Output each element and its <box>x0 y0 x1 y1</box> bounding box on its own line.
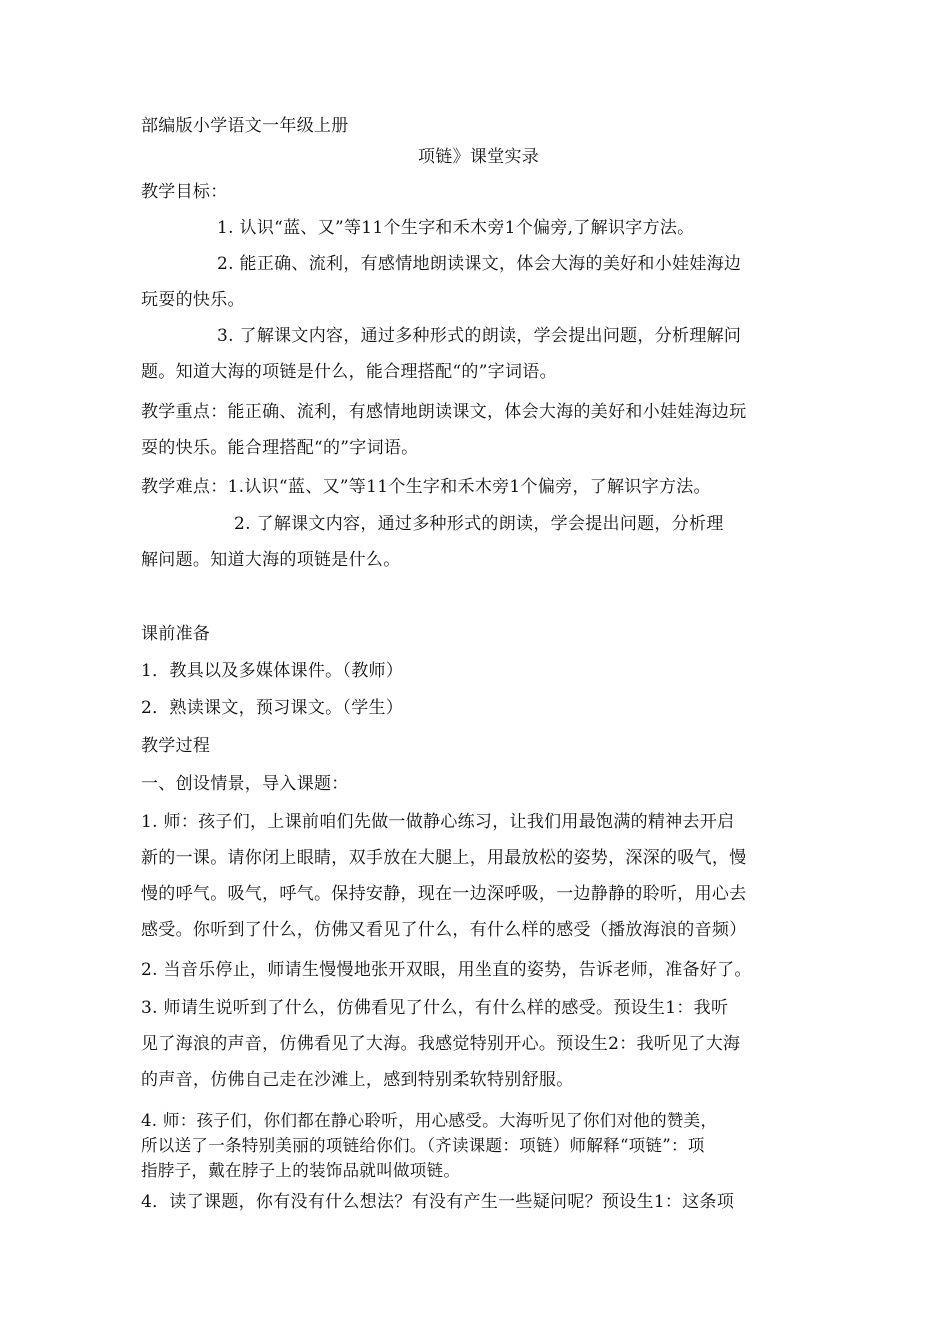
prep-item-1: 1．教具以及多媒体课件。（教师） <box>141 661 404 681</box>
goal-1: 1. 认识“蓝、又”等11个生字和禾木旁1个偏旁,了解识字方法。 <box>217 218 695 238</box>
para-4-line-3: 指脖子，戴在脖子上的装饰品就叫做项链。 <box>141 1161 461 1180</box>
para-3-line-1: 3. 师请生说听到了什么，仿佛看见了什么，有什么样的感受。预设生1：我听 <box>141 998 729 1018</box>
para-5: 4．读了课题，你有没有什么想法？有没有产生一些疑问呢？预设生1：这条项 <box>141 1192 735 1212</box>
process-label: 教学过程 <box>141 736 211 756</box>
para-4-line-1: 4. 师：孩子们，你们都在静心聆听，用心感受。大海听见了你们对他的赞美， <box>141 1111 718 1130</box>
para-1-line-1: 1. 师：孩子们，上课前咱们先做一做静心练习，让我们用最饱满的精神去开启 <box>141 812 735 832</box>
goal-3-line-2: 题。知道大海的项链是什么，能合理搭配“的”字词语。 <box>141 362 557 382</box>
para-2: 2. 当音乐停止，师请生慢慢地张开双眼，用坐直的姿势，告诉老师，准备好了。 <box>141 960 752 980</box>
key-points-line-1: 教学重点：能正确、流利，有感情地朗读课文，体会大海的美好和小娃娃海边玩 <box>141 402 747 422</box>
prep-item-2: 2．熟读课文，预习课文。（学生） <box>141 698 404 718</box>
doc-title: 项链》课堂实录 <box>418 147 540 167</box>
doc-header: 部编版小学语文一年级上册 <box>141 116 349 136</box>
para-1-line-3: 慢的呼气。吸气，呼气。保持安静，现在一边深呼吸，一边静静的聆听，用心去 <box>141 884 747 904</box>
para-3-line-3: 的声音，仿佛自己走在沙滩上，感到特别柔软特别舒服。 <box>141 1070 574 1090</box>
difficulties-line-1: 教学难点：1.认识“蓝、又”等11个生字和禾木旁1个偏旁，了解识字方法。 <box>141 477 711 497</box>
para-1-line-2: 新的一课。请你闭上眼睛，双手放在大腿上，用最放松的姿势，深深的吸气，慢 <box>141 848 747 868</box>
key-points-line-2: 耍的快乐。能合理搭配“的”字词语。 <box>141 438 419 458</box>
para-1-line-4: 感受。你听到了什么，仿佛又看见了什么，有什么样的感受（播放海浪的音频） <box>141 920 747 940</box>
goal-3-line-1: 3. 了解课文内容，通过多种形式的朗读，学会提出问题，分析理解问 <box>217 326 742 346</box>
difficulties-line-3: 解问题。知道大海的项链是什么。 <box>141 550 401 570</box>
section-1-heading: 一、创设情景，导入课题： <box>141 774 349 794</box>
goal-2-line-2: 玩耍的快乐。 <box>141 290 245 310</box>
goals-label: 教学目标： <box>141 182 228 202</box>
goal-2-line-1: 2. 能正确、流利，有感情地朗读课文，体会大海的美好和小娃娃海边 <box>217 254 742 274</box>
prep-label: 课前准备 <box>141 624 211 644</box>
difficulties-line-2: 2. 了解课文内容，通过多种形式的朗读，学会提出问题，分析理 <box>234 514 724 534</box>
para-3-line-2: 见了海浪的声音，仿佛看见了大海。我感觉特别开心。预设生2：我听见了大海 <box>141 1034 741 1054</box>
para-4-line-2: 所以送了一条特别美丽的项链给你们。（齐读课题：项链）师解释“项链”：项 <box>141 1136 705 1155</box>
